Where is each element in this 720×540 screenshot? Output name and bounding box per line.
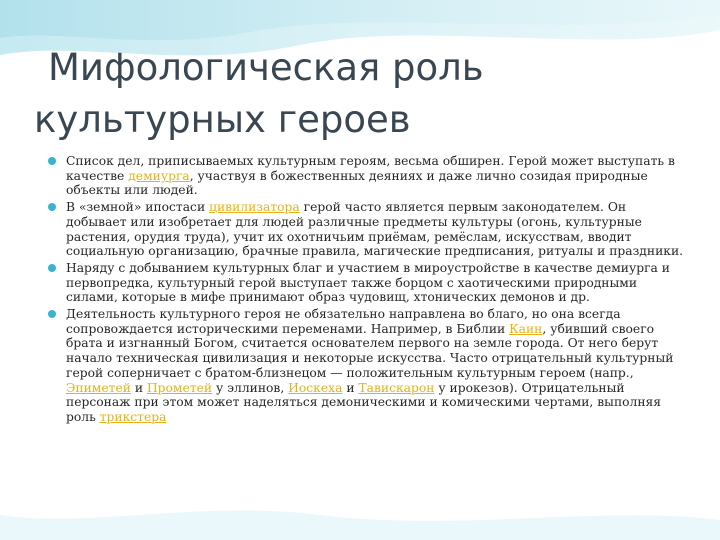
hyperlink[interactable]: Прометей [146,380,213,395]
bullet-dot-icon [48,203,56,211]
slide-title-line-1: Мифологическая роль [48,46,484,89]
hyperlink[interactable]: цивилизатора [209,200,300,215]
bullet-dot-icon [48,310,56,318]
bullet-item [45,307,685,425]
slide-title [34,42,634,146]
slide-title-line-2: культурных героев [34,98,411,141]
bullet-dot-icon [48,264,56,272]
hyperlink[interactable]: Иоскеха [288,380,343,395]
bullet-text: у эллинов, [212,380,289,395]
bullet-list [45,154,685,427]
bullet-item [45,261,685,305]
bullet-text: , участвуя в божественных деяниях и даже лично созидая природные объекты или людей. [66,168,648,198]
bullet-dot-icon [48,157,56,165]
hyperlink[interactable]: демиурга [128,168,190,183]
bullet-text: Список дел, приписываемых культурным героям, весьма обширен. Герой может выступать в качестве [66,154,675,183]
bullet-text: , убивший своего брата и изгнанный Богом, считается основателем первого на земле города. От него берут начало техническая цивилизация и некоторые искусства. Часто отрицательный культурный герой соперничает с братом-близнецом — положительным культурным героем (напр., [66,321,674,380]
hyperlink[interactable]: Каин [509,321,543,336]
bullet-text: и [130,380,147,395]
hyperlink[interactable]: трикстера [99,409,167,424]
bullet-text: герой часто является первым законодателем. Он добывает или изобретает для людей различные предметы культуры (огонь, культурные растения, орудия труда), учит их охотничьим приёмам, ремёслам, искусствам, вводит социальную организацию, брачные правила, магические предписания, ритуалы и праздники. [66,200,684,259]
bullet-text: и [342,380,359,395]
bullet-text: Наряду с добыванием культурных благ и участием в мироустройстве в качестве демиурга и первопредка, культурный герой выступает также борцом с хаотическими природными силами, которые в мифе принимают образ чудовищ, хтонических демонов и др. [66,260,670,305]
bullet-text: В «земной» ипостаси [66,200,210,215]
hyperlink[interactable]: Тавискарон [358,380,435,395]
bullet-text: Деятельность культурного героя не обязательно направлена во благо, но она всегда сопровождается историческими переменами. Например, в Библии [66,307,621,336]
bullet-item [45,200,685,259]
hyperlink[interactable]: Эпиметей [66,380,131,395]
bullet-item [45,154,685,198]
bullet-text: у ирокезов). Отрицательный персонаж при этом может наделяться демоническими и комическими чертами, выполняя роль [66,380,662,424]
